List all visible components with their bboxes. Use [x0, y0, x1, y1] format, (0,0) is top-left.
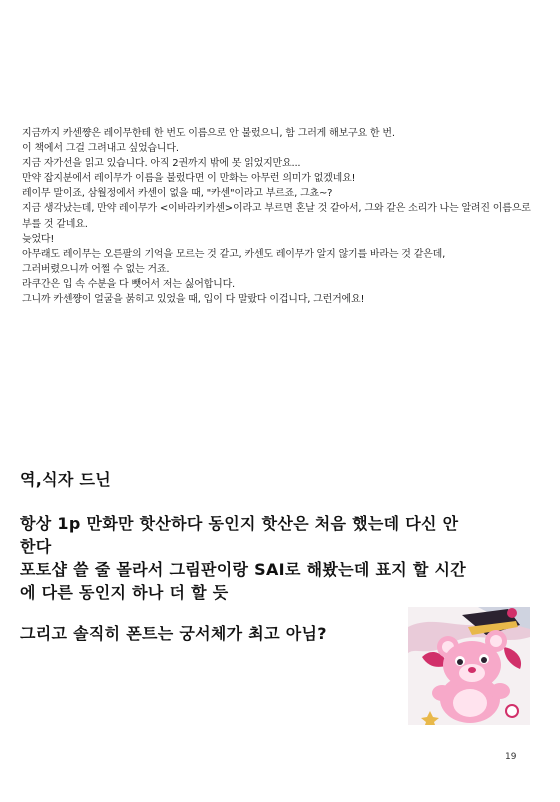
translator-closing: 그리고 솔직히 폰트는 궁서체가 최고 아님? — [20, 624, 327, 643]
author-note — [22, 126, 542, 307]
translator-title: 역,식자 드닌 — [20, 470, 112, 489]
note-line: 라쿠간은 입 속 수분을 다 뺏어서 저는 싫어합니다. — [22, 278, 236, 290]
translator-line: 포토샵 쓸 줄 몰라서 그림판이랑 SAI로 해봤는데 표지 할 시간 — [20, 560, 466, 579]
translator-line: 에 다른 동인지 하나 더 할 듯 — [20, 583, 229, 602]
note-line: 만약 잡지분에서 레이무가 이름을 불렀다면 이 만화는 아무런 의미가 없겠네요! — [22, 173, 356, 185]
note-line: 지금까지 카센쨩은 레이무한테 한 번도 이름으로 안 불렀으니, 함 그러게 해보구요 한 번. — [22, 128, 395, 139]
note-line: 늦었다! — [22, 233, 55, 245]
note-line: 지금 자가선을 읽고 있습니다. 아직 2권까지 밖에 못 읽었지만요... — [22, 158, 301, 170]
note-line: 지금 생각났는데, 만약 레이무가 <이바라키카센>이라고 부르면 혼날 것 같아서, 그와 같은 소리가 나는 알려진 이름으로 부를 것 같네요. — [22, 203, 531, 230]
note-line: 이 책에서 그걸 그려내고 싶었습니다. — [22, 143, 179, 155]
translator-line: 한다 — [20, 537, 52, 556]
pink-bear-icon — [408, 607, 530, 725]
page-number: 19 — [505, 752, 517, 762]
translator-line: 항상 1p 만화만 핫산하다 동인지 핫산은 처음 했는데 다신 안 — [20, 514, 459, 533]
note-line: 레이무 말이죠, 삼월정에서 카센이 없을 때, "카센"이라고 부르죠, 그쵸~? — [22, 188, 333, 200]
pink-bear-illustration — [408, 607, 530, 725]
note-line: 아무래도 레이무는 오른팔의 기억을 모르는 것 같고, 카센도 레이무가 알지 않기를 바라는 것 같은데, — [22, 248, 446, 260]
note-line: 그러버렸으니까 어쩔 수 없는 거죠. — [22, 263, 170, 275]
note-line: 그니까 카센쨩이 얼굴을 붉히고 있었을 때, 입이 다 말랐다 이겁니다, 그런거에요! — [22, 294, 365, 306]
